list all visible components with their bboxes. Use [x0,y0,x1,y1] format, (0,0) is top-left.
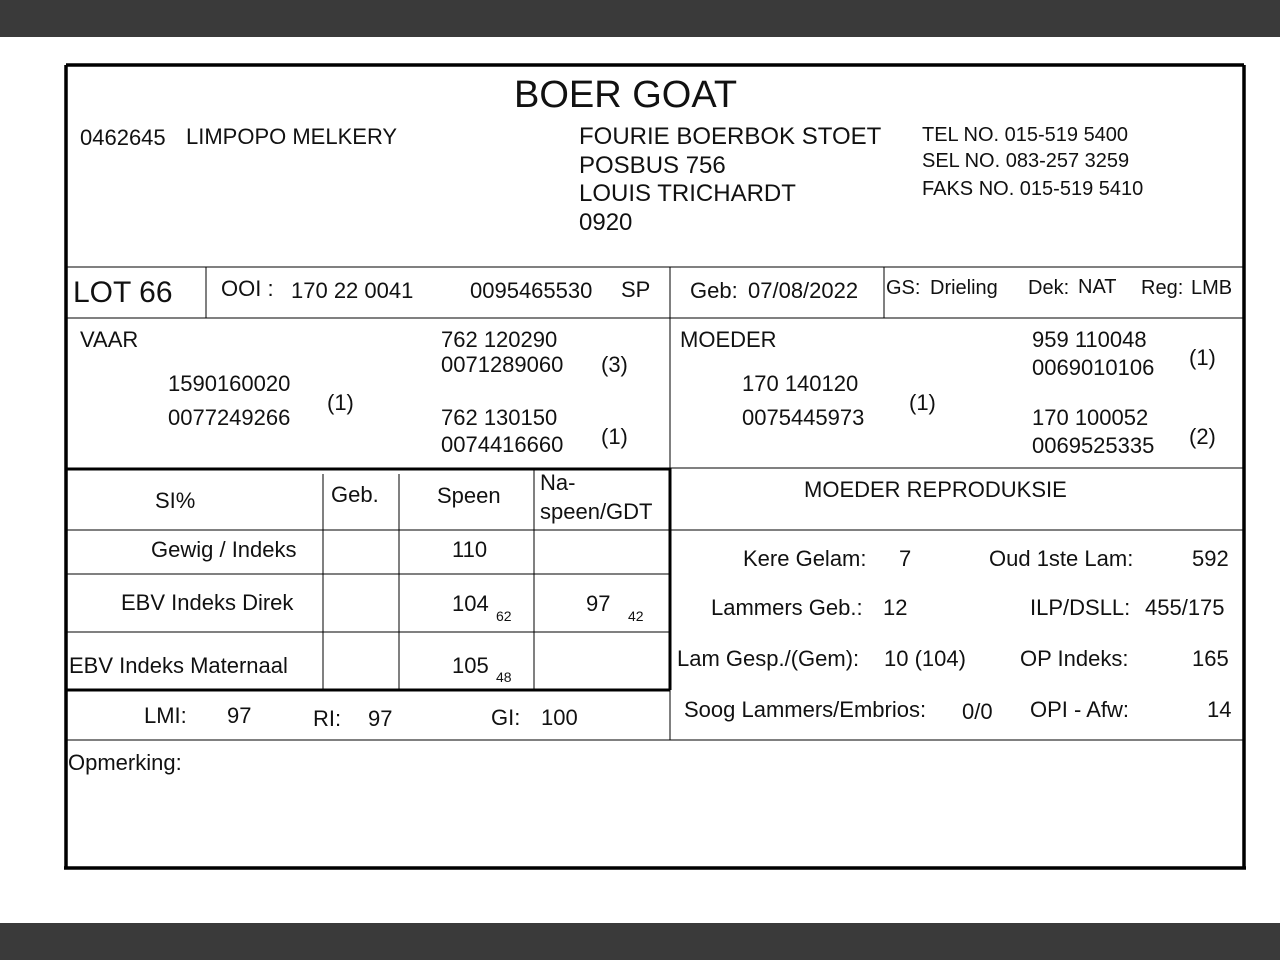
lmi-value: 97 [227,703,252,728]
ooi-grade: SP [621,277,651,302]
moeder-sire-id: 959 110048 [1032,327,1147,352]
card-title: BOER GOAT [514,74,738,116]
lammers-label: Lammers Geb.: [711,595,863,620]
reg-label: Reg: [1141,277,1184,299]
moeder-sire-reg: 0069010106 [1032,355,1155,380]
dek-value: NAT [1078,276,1117,298]
owner-address-1: POSBUS 756 [579,152,726,179]
remarks-label: Opmerking: [68,750,182,775]
kere-gelam-label: Kere Gelam: [743,546,867,571]
op-indeks-value: 165 [1192,646,1229,671]
owner-name: FOURIE BOERBOK STOET [579,123,882,150]
ooi-id: 170 22 0041 [291,278,414,303]
row-maternaal-label: EBV Indeks Maternaal [69,653,288,678]
row-maternaal-speen: 105 [452,653,489,678]
ilp-label: ILP/DSLL: [1030,595,1131,620]
sel-number: SEL NO. 083-257 3259 [922,150,1130,172]
faks-number: FAKS NO. 015-519 5410 [922,178,1144,200]
moeder-id: 170 140120 [742,371,859,396]
opi-afw-value: 14 [1207,697,1232,722]
gi-label: GI: [491,705,521,730]
kere-gelam-value: 7 [899,546,912,571]
geb-label: Geb: [690,278,738,303]
row-gewig-speen: 110 [452,537,488,562]
gi-value: 100 [541,705,578,730]
lot-label: LOT 66 [73,276,173,309]
ri-value: 97 [368,706,393,731]
si-header: SI% [155,488,196,513]
vaar-label: VAAR [80,327,139,352]
op-indeks-label: OP Indeks: [1020,646,1129,671]
moeder-dam-reg: 0069525335 [1032,433,1155,458]
vaar-id: 1590160020 [168,371,291,396]
lmi-label: LMI: [144,703,187,728]
ooi-label: OOI : [221,276,274,301]
lamgesp-label: Lam Gesp./(Gem): [677,646,860,671]
vaar-dam-reg: 0074416660 [441,432,564,457]
dek-label: Dek: [1028,277,1070,299]
row-maternaal-speen-accuracy: 48 [496,669,512,685]
vaar-sire-reg: 0071289060 [441,352,564,377]
row-gewig-label: Gewig / Indeks [151,537,297,562]
lamgesp-value: 10 (104) [884,646,966,671]
herd-code: 0462645 [80,125,166,150]
tel-number: TEL NO. 015-519 5400 [922,124,1129,146]
owner-postal: 0920 [579,209,633,236]
moeder-dam-id: 170 100052 [1032,405,1149,430]
naspeen-header-line1: Na- [540,470,576,495]
row-direk-speen: 104 [452,591,489,616]
moeder-dam-num: (2) [1189,424,1216,449]
ri-label: RI: [313,706,342,731]
row-direk-label: EBV Indeks Direk [121,590,294,615]
vaar-sire-num: (3) [601,352,628,377]
oud-label: Oud 1ste Lam: [989,546,1134,571]
speen-header: Speen [437,483,501,508]
vaar-reg: 0077249266 [168,405,291,430]
owner-address-2: LOUIS TRICHARDT [579,180,796,207]
soog-label: Soog Lammers/Embrios: [684,697,927,722]
farm-name: LIMPOPO MELKERY [186,124,398,149]
row-direk-naspeen-accuracy: 42 [628,608,644,624]
moeder-reg: 0075445973 [742,405,865,430]
row-direk-naspeen: 97 [586,591,611,616]
soog-value: 0/0 [962,699,993,724]
row-direk-speen-accuracy: 62 [496,608,512,624]
gs-value: Drieling [930,277,998,299]
reproduction-title: MOEDER REPRODUKSIE [804,477,1067,502]
vaar-num: (1) [327,390,354,415]
oud-value: 592 [1192,546,1229,571]
geb-header: Geb. [331,482,379,507]
ooi-reg-number: 0095465530 [470,278,593,303]
moeder-label: MOEDER [680,327,777,352]
ilp-value: 455/175 [1145,595,1225,620]
lammers-value: 12 [883,595,908,620]
opi-afw-label: OPI - Afw: [1030,697,1130,722]
gs-label: GS: [886,277,921,299]
moeder-sire-num: (1) [1189,345,1216,370]
reg-value: LMB [1191,277,1233,299]
naspeen-header-line2: speen/GDT [540,499,653,524]
vaar-sire-id: 762 120290 [441,327,558,352]
moeder-num: (1) [909,390,936,415]
geb-date: 07/08/2022 [748,278,859,303]
vaar-dam-num: (1) [601,424,628,449]
vaar-dam-id: 762 130150 [441,405,558,430]
